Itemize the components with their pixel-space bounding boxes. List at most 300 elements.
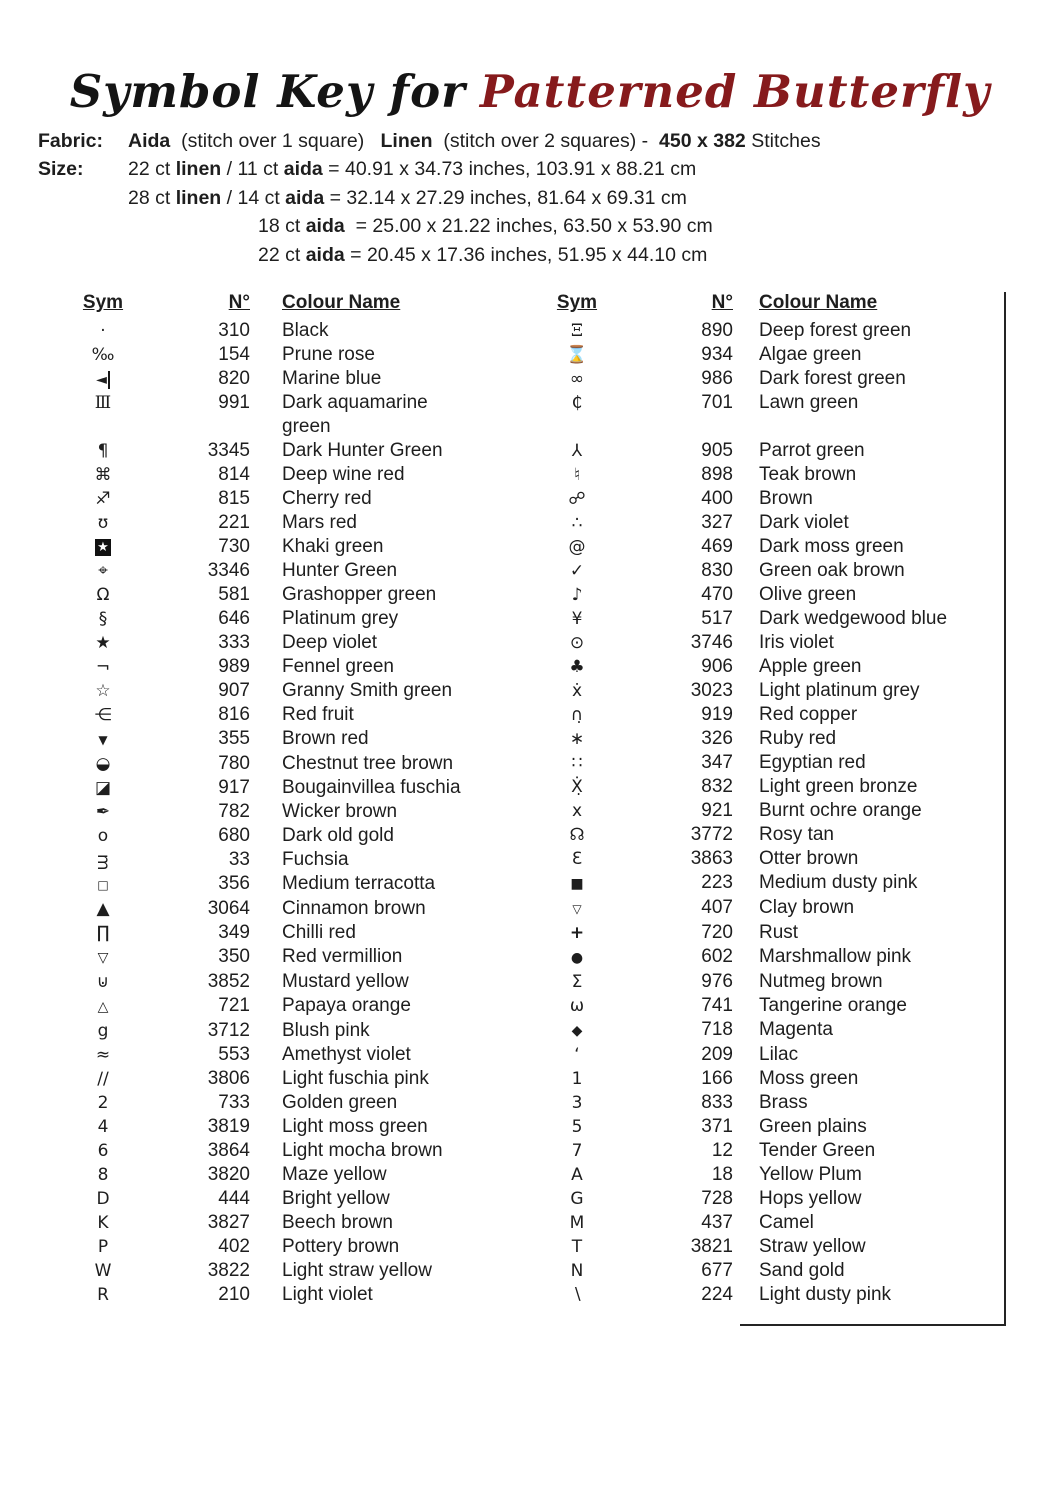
stitch-symbol: Ẋ̣ <box>571 777 583 797</box>
stitch-symbol: ∖ <box>571 1285 583 1305</box>
meta-segment: = 40.91 x 34.73 inches, 103.91 x 88.21 cm <box>322 158 697 181</box>
symbol-cell <box>542 655 612 679</box>
meta-text <box>128 127 821 155</box>
stitch-symbol: ◆ <box>571 1023 583 1039</box>
colour-number: 3064 <box>207 898 250 919</box>
stitch-symbol: △ <box>97 999 109 1015</box>
table-row <box>68 463 472 487</box>
colour-name: Light fuschia pink <box>282 1068 429 1089</box>
stitch-symbol: ◒ <box>95 754 111 774</box>
colour-number: 3852 <box>207 971 250 992</box>
meta-segment: (stitch over 2 squares) - <box>432 130 660 152</box>
symbol-cell <box>542 823 612 847</box>
colour-number: 581 <box>218 584 250 605</box>
symbol-cell <box>68 607 138 631</box>
colour-name: Clay brown <box>759 897 855 918</box>
symbol-cell <box>542 1163 612 1187</box>
colour-name: Cherry red <box>282 488 372 509</box>
stitch-symbol: ⌘ <box>94 465 112 485</box>
table-header <box>68 292 472 319</box>
table-row <box>542 703 999 727</box>
colour-number: 3827 <box>207 1212 250 1233</box>
table-row <box>542 799 999 823</box>
stitch-symbol: ★ <box>97 540 109 555</box>
stitch-symbol: ♣ <box>569 657 585 677</box>
meta-segment: 450 x 382 <box>659 130 746 152</box>
colour-number: 3863 <box>690 848 733 869</box>
stitch-symbol: ▽ <box>97 950 109 966</box>
table-row <box>542 463 999 487</box>
symbol-cell <box>542 1043 612 1067</box>
stitch-symbol: 2 <box>97 1093 109 1113</box>
colour-name: Otter brown <box>759 848 859 869</box>
table-row <box>542 319 999 343</box>
colour-name: Dark Hunter Green <box>282 440 443 461</box>
table-row <box>68 535 472 559</box>
table-row <box>542 727 999 751</box>
stitch-symbol: ▼ <box>98 733 108 747</box>
meta-text <box>128 241 707 269</box>
symbol-cell <box>542 994 612 1018</box>
symbol-cell <box>68 1163 138 1187</box>
stitch-symbol: D <box>96 1189 110 1209</box>
colour-number: 224 <box>701 1284 733 1305</box>
stitch-symbol: ʊ <box>97 513 109 533</box>
meta-label: Size: <box>38 158 84 181</box>
table-row-spacer <box>542 415 999 439</box>
colour-number: 3806 <box>207 1068 250 1089</box>
meta-segment: 28 ct <box>128 186 176 209</box>
colour-name: Lawn green <box>759 392 859 413</box>
colour-name: Brass <box>759 1092 808 1113</box>
meta-segment: = 20.45 x 17.36 inches, 51.95 x 44.10 cm <box>344 243 708 266</box>
symbol-cell <box>542 343 612 367</box>
stitch-symbol: T <box>571 1237 583 1257</box>
table-row <box>542 391 999 415</box>
meta-segment: linen <box>175 158 222 181</box>
header-colour-name: Colour Name <box>759 292 878 313</box>
colour-name: Platinum grey <box>282 608 399 629</box>
stitch-symbol: ⊙ <box>569 633 585 653</box>
table-row <box>68 727 472 752</box>
colour-number: 919 <box>701 704 733 725</box>
table-row <box>68 776 472 800</box>
meta-segment: / 14 ct <box>221 186 286 209</box>
colour-number: 310 <box>218 320 250 341</box>
symbol-cell <box>68 1235 138 1259</box>
table-row <box>542 994 999 1018</box>
colour-number: 223 <box>701 872 733 893</box>
stitch-symbol: g <box>97 1021 109 1041</box>
colour-number: 830 <box>701 560 733 581</box>
table-row <box>542 1043 999 1067</box>
stitch-symbol: R <box>97 1285 109 1305</box>
colour-name: Cinnamon brown <box>282 898 426 919</box>
colour-name: Apple green <box>759 656 862 677</box>
stitch-symbol: Σ <box>571 972 583 992</box>
colour-name: Hops yellow <box>759 1188 862 1209</box>
symbol-cell <box>542 1259 612 1283</box>
table-row <box>68 703 472 727</box>
stitch-symbol: M <box>569 1213 585 1233</box>
colour-name: Hunter Green <box>282 560 398 581</box>
table-row <box>542 775 999 799</box>
colour-number: 3712 <box>207 1020 250 1041</box>
table-row <box>542 1235 999 1259</box>
colour-number: 3345 <box>207 440 250 461</box>
table-row <box>542 1211 999 1235</box>
colour-name: Light platinum grey <box>759 680 920 701</box>
colour-number: 832 <box>701 776 733 797</box>
stitch-symbol: ∗ <box>569 729 585 749</box>
colour-number: 890 <box>701 320 733 341</box>
table-row <box>542 631 999 655</box>
symbol-cell <box>542 1018 612 1043</box>
colour-name: Dark aquamarine green <box>282 392 428 437</box>
colour-number: 3772 <box>690 824 733 845</box>
stitch-symbol: ∩̣ <box>570 705 584 725</box>
colour-name: Beech brown <box>282 1212 393 1233</box>
symbol-cell <box>68 1043 138 1067</box>
symbol-cell <box>68 776 138 800</box>
meta-segment: (stitch over 1 square) <box>170 130 381 152</box>
table-row <box>542 847 999 871</box>
table-row <box>542 921 999 945</box>
meta-line <box>38 241 821 269</box>
meta-segment: aida <box>283 158 323 181</box>
stitch-symbol: o <box>97 826 109 846</box>
symbol-cell <box>542 535 612 559</box>
colour-number: 154 <box>218 344 250 365</box>
table-row <box>68 1019 472 1043</box>
colour-name: Amethyst violet <box>282 1044 411 1065</box>
colour-number: 934 <box>701 344 733 365</box>
symbol-cell <box>542 559 612 583</box>
table-row <box>542 1115 999 1139</box>
colour-number: 814 <box>218 464 250 485</box>
colour-name: Marshmallow pink <box>759 946 912 967</box>
symbol-cell <box>68 994 138 1019</box>
meta-segment: Linen <box>380 130 433 152</box>
colour-name: Wicker brown <box>282 801 398 822</box>
symbol-cell <box>68 1283 138 1307</box>
symbol-cell <box>68 679 138 703</box>
colour-number: 602 <box>701 946 733 967</box>
stitch-symbol: ∞ <box>569 369 585 389</box>
meta-segment: linen <box>175 186 222 209</box>
colour-name: Dark old gold <box>282 825 394 846</box>
colour-name: Brown red <box>282 728 369 749</box>
table-row <box>68 319 472 343</box>
colour-name: Black <box>282 320 329 341</box>
colour-name: Rust <box>759 922 799 943</box>
meta-text <box>128 184 687 212</box>
colour-number: 350 <box>218 946 250 967</box>
symbol-cell <box>68 752 138 776</box>
stitch-symbol: 3 <box>571 1093 583 1113</box>
stitch-symbol: ⋲ <box>94 705 112 725</box>
table-row <box>542 1018 999 1043</box>
table-row <box>542 487 999 511</box>
table-row <box>68 511 472 535</box>
stitch-symbol: ◪ <box>94 778 112 798</box>
header-num: N° <box>228 292 250 313</box>
colour-name: Medium terracotta <box>282 873 436 894</box>
meta-label <box>38 184 128 212</box>
meta-label <box>38 241 128 269</box>
symbol-cell <box>68 487 138 511</box>
stitch-symbol: ⊍ <box>96 972 110 992</box>
colour-name: Burnt ochre orange <box>759 800 922 821</box>
colour-number: 991 <box>218 392 250 413</box>
colour-number: 402 <box>218 1236 250 1257</box>
stitch-symbol: ∏ <box>96 923 110 943</box>
symbol-cell <box>68 1067 138 1091</box>
colour-name: Grashopper green <box>282 584 437 605</box>
page-title <box>0 66 1060 118</box>
colour-number: 3822 <box>207 1260 250 1281</box>
colour-name: Dark violet <box>759 512 849 533</box>
stitch-symbol: ∴ <box>571 513 583 533</box>
table-row <box>68 631 472 655</box>
symbol-cell <box>542 391 612 415</box>
table-row <box>542 970 999 994</box>
stitch-symbol: ¬ <box>95 657 111 677</box>
symbol-cell <box>68 1211 138 1235</box>
stitch-symbol: ‘ <box>574 1045 580 1065</box>
table-row <box>68 1139 472 1163</box>
symbol-cell <box>68 897 138 921</box>
colour-number: 349 <box>218 922 250 943</box>
colour-name: Deep forest green <box>759 320 912 341</box>
stitch-symbol: + <box>569 923 585 943</box>
table-row <box>68 1115 472 1139</box>
colour-number: 166 <box>701 1068 733 1089</box>
meta-line <box>38 127 821 155</box>
table-row <box>542 823 999 847</box>
table-row <box>542 896 999 921</box>
table-row <box>68 679 472 703</box>
symbol-cell <box>542 871 612 896</box>
stitch-symbol: ♮ <box>573 465 581 485</box>
symbol-cell <box>542 439 612 463</box>
stitch-symbol: □ <box>97 878 109 892</box>
symbol-cell <box>68 559 138 583</box>
table-row <box>542 1259 999 1283</box>
colour-number: 355 <box>218 728 250 749</box>
symbol-cell <box>542 945 612 970</box>
table-row <box>542 1187 999 1211</box>
colour-name: Red fruit <box>282 704 354 725</box>
stitch-symbol: § <box>98 609 108 629</box>
meta-segment: / 11 ct <box>221 158 284 181</box>
stitch-symbol: W <box>94 1261 112 1281</box>
colour-name: Light violet <box>282 1284 373 1305</box>
colour-number: 326 <box>701 728 733 749</box>
colour-number: 986 <box>701 368 733 389</box>
colour-number: 976 <box>701 971 733 992</box>
colour-name: Nutmeg brown <box>759 971 883 992</box>
header-num: N° <box>711 292 733 313</box>
table-row <box>68 559 472 583</box>
colour-name: Tender Green <box>759 1140 876 1161</box>
table-row <box>68 800 472 824</box>
table-row <box>68 945 472 970</box>
colour-name: Light moss green <box>282 1116 428 1137</box>
symbol-cell <box>542 799 612 823</box>
colour-number: 407 <box>701 897 733 918</box>
table-row <box>68 1163 472 1187</box>
symbol-cell <box>68 945 138 970</box>
colour-number: 437 <box>701 1212 733 1233</box>
colour-name: Mustard yellow <box>282 971 409 992</box>
meta-segment: 22 ct <box>258 243 306 266</box>
meta-segment: = 25.00 x 21.22 inches, 63.50 x 53.90 cm <box>344 215 713 238</box>
symbol-cell <box>542 607 612 631</box>
meta-segment: aida <box>305 243 345 266</box>
colour-number: 921 <box>701 800 733 821</box>
colour-name: Algae green <box>759 344 862 365</box>
colour-name: Light straw yellow <box>282 1260 432 1281</box>
symbol-cell <box>542 631 612 655</box>
meta-segment: aida <box>305 215 345 238</box>
table-row <box>68 848 472 872</box>
table-row <box>542 511 999 535</box>
table-row <box>542 535 999 559</box>
table-row <box>68 1283 472 1307</box>
symbol-cell <box>542 367 612 391</box>
table-row <box>68 487 472 511</box>
symbol-cell <box>68 1019 138 1043</box>
colour-name: Dark forest green <box>759 368 906 389</box>
colour-name: Bright yellow <box>282 1188 390 1209</box>
colour-name: Brown <box>759 488 813 509</box>
stitch-symbol: ∕∕ <box>97 1069 109 1089</box>
stitch-symbol: 6 <box>97 1141 109 1161</box>
colour-name: Rosy tan <box>759 824 834 845</box>
stitch-symbol: 4 <box>97 1117 109 1137</box>
colour-number: 782 <box>218 801 250 822</box>
stitch-symbol: Ξ <box>571 321 583 341</box>
colour-name: Moss green <box>759 1068 859 1089</box>
symbol-cell <box>68 970 138 994</box>
stitch-symbol: K <box>97 1213 109 1233</box>
table-row <box>542 607 999 631</box>
symbol-cell <box>542 319 612 343</box>
symbol-cell <box>68 463 138 487</box>
symbol-cell <box>542 727 612 751</box>
colour-name: Magenta <box>759 1019 833 1040</box>
symbol-table-left <box>68 292 472 1307</box>
table-row <box>68 752 472 776</box>
symbol-cell <box>542 511 612 535</box>
colour-number: 820 <box>218 368 250 389</box>
stitch-symbol: ☍ <box>568 489 586 509</box>
colour-number: 347 <box>701 752 733 773</box>
stitch-symbol: ● <box>570 950 584 966</box>
colour-name: Mars red <box>282 512 357 533</box>
colour-number: 209 <box>701 1044 733 1065</box>
meta-segment: = 32.14 x 27.29 inches, 81.64 x 69.31 cm <box>324 186 687 209</box>
colour-number: 646 <box>218 608 250 629</box>
stitch-symbol: Ⅲ <box>94 393 112 413</box>
colour-number: 210 <box>218 1284 250 1305</box>
symbol-cell <box>68 319 138 343</box>
table-row <box>542 343 999 367</box>
table-row <box>68 872 472 897</box>
colour-name: Egyptian red <box>759 752 866 773</box>
colour-number: 833 <box>701 1092 733 1113</box>
meta-segment: aida <box>285 186 325 209</box>
stitch-symbol: ¶ <box>97 441 109 461</box>
stitch-symbol: ¥ <box>571 609 583 629</box>
stitch-symbol: ‰ <box>91 345 115 365</box>
stitch-symbol: ω <box>569 996 585 1016</box>
meta-segment: 22 ct <box>128 158 176 181</box>
stitch-symbol: ▽ <box>572 902 582 916</box>
symbol-cell <box>68 583 138 607</box>
colour-number: 720 <box>701 922 733 943</box>
symbol-cell <box>542 1211 612 1235</box>
stitch-symbol: ẋ <box>571 681 583 701</box>
colour-number: 3819 <box>207 1116 250 1137</box>
symbol-cell <box>68 343 138 367</box>
symbol-cell <box>542 970 612 994</box>
symbol-cell <box>68 511 138 535</box>
symbol-cell <box>68 1139 138 1163</box>
colour-number: 3346 <box>207 560 250 581</box>
symbol-cell <box>68 800 138 824</box>
colour-number: 677 <box>701 1260 733 1281</box>
stitch-symbol: 1 <box>571 1069 583 1089</box>
symbol-cell <box>68 727 138 752</box>
stitch-symbol: ▲ <box>96 899 110 919</box>
colour-name: Deep violet <box>282 632 378 653</box>
symbol-cell <box>542 703 612 727</box>
colour-name: Tangerine orange <box>759 995 907 1016</box>
colour-name: Green plains <box>759 1116 867 1137</box>
table-body-right <box>542 319 999 1307</box>
colour-name: Parrot green <box>759 440 865 461</box>
colour-name: Dark moss green <box>759 536 904 557</box>
colour-name: Light dusty pink <box>759 1284 892 1305</box>
colour-number: 333 <box>218 632 250 653</box>
table-right-border <box>1004 292 1006 1324</box>
meta-segment: 18 ct <box>258 215 306 238</box>
colour-number: 905 <box>701 440 733 461</box>
colour-number: 733 <box>218 1092 250 1113</box>
table-row <box>68 994 472 1019</box>
table-bottom-border <box>740 1324 1006 1326</box>
stitch-symbol: @ <box>568 537 586 557</box>
stitch-symbol: N <box>570 1261 584 1281</box>
colour-number: 701 <box>701 392 733 413</box>
stitch-symbol: G <box>570 1189 584 1209</box>
symbol-cell <box>68 1259 138 1283</box>
colour-name: Red copper <box>759 704 858 725</box>
symbol-cell <box>68 391 138 439</box>
symbol-cell <box>542 463 612 487</box>
table-row <box>68 1259 472 1283</box>
stitch-symbol: ⌛ <box>566 345 588 365</box>
colour-number: 517 <box>701 608 733 629</box>
table-row <box>542 945 999 970</box>
table-row <box>68 367 472 391</box>
stitch-symbol: ★ <box>95 633 111 653</box>
colour-name: Red vermillion <box>282 946 403 967</box>
stitch-symbol: Ω <box>96 585 110 605</box>
meta-line <box>38 184 821 212</box>
